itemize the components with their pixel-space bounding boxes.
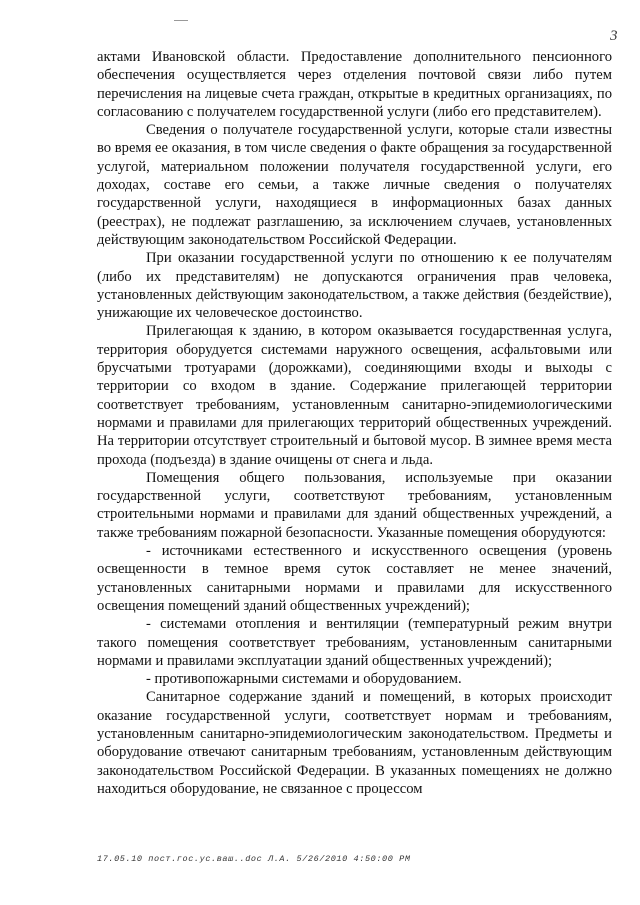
paragraph: Санитарное содержание зданий и помещений, в которых происходит оказание государственной услуги, соответствует нормам и требованиям, установленным санитарно-эпидемиологическим законодательством. Предметы и оборудование отвечают санитарным требованиям, установленным действующим законодательством Российской Федерации. В указанных помещениях не должно находиться оборудование, не связанное с процессом (97, 689, 612, 797)
paragraph: Сведения о получателе государственной услуги, которые стали известны во время ее оказания, в том числе сведения о факте обращения за государственной услугой, материальном положении получателя государственной услуги, его доходах, составе его семьи, а также личные сведения о получателях государственной услуги, находящиеся в информационных базах данных (реестрах), не подлежат разглашению, за исключением случаев, установленных действующим законодательством Российской Федерации. (97, 122, 612, 248)
list-item: - источниками естественного и искусственного освещения (уровень освещенности в темное время суток составляет не менее значений, установленных санитарными нормами и правилами для искусственного освещения помещений зданий общественных учреждений); (97, 543, 612, 614)
list-item: - противопожарными системами и оборудованием. (146, 671, 462, 688)
paragraph: актами Ивановской области. Предоставление дополнительного пенсионного обеспечения осуществляется через отделения почтовой связи либо путем перечисления на лицевые счета граждан, открытые в кредитных организациях, по согласованию с получателем государственной услуги (либо его представителем). (97, 49, 612, 120)
page-number: 3 (610, 28, 618, 44)
footer-file-info: 17.05.10 пост.гос.ус.ваш..doc Л.А. 5/26/2010 4:50:00 PM (97, 854, 411, 864)
document-body (97, 48, 612, 798)
paragraph: Прилегающая к зданию, в котором оказывается государственная услуга, территория оборудуется системами наружного освещения, асфальтовыми или брусчатыми тротуарами (дорожками), соединяющими входы и выходы с территории со входом в здание. Содержание прилегающей территории соответствует требованиям, установленным санитарно-эпидемиологическими нормами и правилами для прилегающих территорий общественных учреждений. На территории отсутствует строительный и бытовой мусор. В зимнее время места прохода (подъезда) в здание очищены от снега и льда. (97, 323, 612, 468)
paragraph: Помещения общего пользования, используемые при оказании государственной услуги, соответствуют требованиям, установленным строительными нормами и правилами для зданий общественных учреждений, а также требованиям пожарной безопасности. Указанные помещения оборудуются: (97, 469, 612, 541)
list-item: - системами отопления и вентиляции (температурный режим внутри такого помещения соответствует требованиям, установленным санитарными нормами и правилами эксплуатации зданий общественных учреждений); (97, 616, 612, 669)
scan-mark (174, 20, 188, 21)
paragraph: При оказании государственной услуги по отношению к ее получателям (либо их представителям) не допускаются ограничения прав человека, установленных действующим законодательством, а также действия (бездействие), унижающие их человеческое достоинство. (97, 250, 612, 322)
